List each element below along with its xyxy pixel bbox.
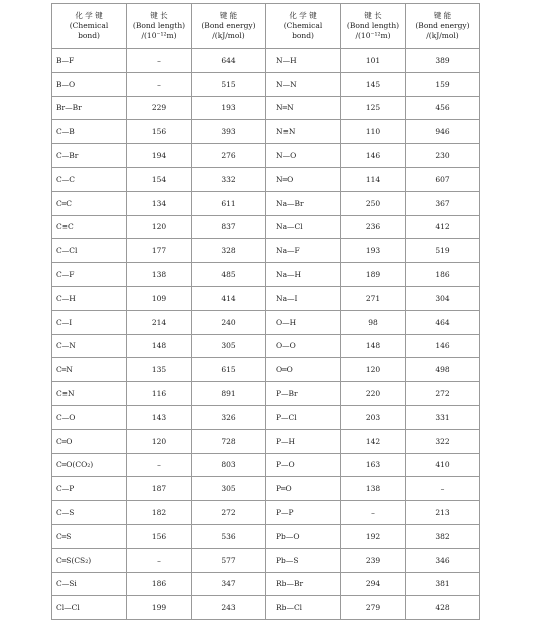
cell-bond-left: C—O — [52, 405, 127, 429]
table-row — [52, 167, 480, 191]
cell-bond-left: C═C — [52, 191, 127, 215]
header-energy-unit: /(kJ/mol) — [212, 31, 245, 40]
cell-bond-right: O═O — [266, 358, 341, 382]
table-row — [52, 596, 480, 620]
cell-bond-right: P—P — [266, 501, 341, 525]
cell-bond-left: C—S — [52, 501, 127, 525]
cell-energy-right: 946 — [406, 120, 480, 144]
table-row — [52, 239, 480, 263]
cell-bond-left: Cl—Cl — [52, 596, 127, 620]
cell-energy-right: 456 — [406, 96, 480, 120]
cell-energy-left: 536 — [192, 524, 266, 548]
cell-bond-left: C≡N — [52, 382, 127, 406]
cell-length-right: 101 — [341, 49, 406, 73]
cell-energy-right: 367 — [406, 191, 480, 215]
cell-energy-right: 146 — [406, 334, 480, 358]
cell-energy-right: 346 — [406, 548, 480, 572]
cell-length-right: 203 — [341, 405, 406, 429]
header-bond-right — [266, 4, 341, 49]
cell-length-left: 135 — [127, 358, 192, 382]
cell-energy-right: 304 — [406, 286, 480, 310]
cell-bond-right: Na—Cl — [266, 215, 341, 239]
header-bond-en1: (Chemical — [69, 21, 109, 30]
cell-length-right: 120 — [341, 358, 406, 382]
table-row — [52, 49, 480, 73]
cell-energy-left: 644 — [192, 49, 266, 73]
table-row — [52, 548, 480, 572]
cell-energy-left: 615 — [192, 358, 266, 382]
cell-bond-left: B—F — [52, 49, 127, 73]
cell-bond-right: Na—I — [266, 286, 341, 310]
header-length-cn: 键 长 — [364, 11, 382, 20]
cell-length-left: 187 — [127, 477, 192, 501]
cell-bond-right: N—N — [266, 72, 341, 96]
cell-bond-right: O—O — [266, 334, 341, 358]
cell-energy-right: 519 — [406, 239, 480, 263]
cell-energy-left: 240 — [192, 310, 266, 334]
cell-energy-left: 837 — [192, 215, 266, 239]
header-length-unit: /(10⁻¹²m) — [355, 31, 391, 40]
table-row — [52, 310, 480, 334]
header-energy-en: (Bond energy) — [201, 21, 256, 30]
cell-bond-left: C—B — [52, 120, 127, 144]
cell-energy-left: 328 — [192, 239, 266, 263]
cell-energy-right: 382 — [406, 524, 480, 548]
cell-length-right: 294 — [341, 572, 406, 596]
cell-bond-right: Na—Br — [266, 191, 341, 215]
cell-bond-right: N—H — [266, 49, 341, 73]
cell-length-right: 145 — [341, 72, 406, 96]
table-row — [52, 191, 480, 215]
cell-energy-right: 607 — [406, 167, 480, 191]
cell-bond-left: C═S(CS₂) — [52, 548, 127, 572]
cell-bond-left: C—Br — [52, 144, 127, 168]
cell-bond-right: Na—H — [266, 263, 341, 287]
cell-length-left: 229 — [127, 96, 192, 120]
header-bond-en1: (Chemical — [283, 21, 323, 30]
cell-energy-right: 389 — [406, 49, 480, 73]
cell-energy-left: 347 — [192, 572, 266, 596]
cell-length-left: 143 — [127, 405, 192, 429]
cell-bond-right: Pb—O — [266, 524, 341, 548]
cell-bond-right: N═N — [266, 96, 341, 120]
table-row — [52, 96, 480, 120]
cell-bond-left: C—P — [52, 477, 127, 501]
header-energy-cn: 键 能 — [219, 11, 238, 20]
cell-energy-right: 428 — [406, 596, 480, 620]
cell-bond-left: C≡C — [52, 215, 127, 239]
header-length-right — [341, 4, 406, 49]
table-row — [52, 144, 480, 168]
table-row — [52, 263, 480, 287]
cell-energy-left: 193 — [192, 96, 266, 120]
cell-bond-left: C—Si — [52, 572, 127, 596]
cell-energy-left: 326 — [192, 405, 266, 429]
bond-data-table — [51, 3, 480, 620]
cell-bond-left: Br—Br — [52, 96, 127, 120]
cell-bond-left: C—H — [52, 286, 127, 310]
cell-energy-right: 498 — [406, 358, 480, 382]
cell-bond-left: C═O — [52, 429, 127, 453]
cell-length-right: 163 — [341, 453, 406, 477]
cell-bond-right: Rb—Cl — [266, 596, 341, 620]
table-row — [52, 453, 480, 477]
cell-bond-right: P—Br — [266, 382, 341, 406]
cell-energy-right: 410 — [406, 453, 480, 477]
cell-length-left: 148 — [127, 334, 192, 358]
table-row — [52, 358, 480, 382]
cell-length-left: 214 — [127, 310, 192, 334]
cell-bond-right: P═O — [266, 477, 341, 501]
cell-length-left: 177 — [127, 239, 192, 263]
cell-length-right: 239 — [341, 548, 406, 572]
cell-energy-left: 243 — [192, 596, 266, 620]
table-row — [52, 429, 480, 453]
cell-length-left: – — [127, 548, 192, 572]
cell-energy-right: 186 — [406, 263, 480, 287]
cell-bond-left: B—O — [52, 72, 127, 96]
header-bond-en2: bond) — [292, 31, 314, 40]
cell-length-right: 125 — [341, 96, 406, 120]
cell-energy-left: 577 — [192, 548, 266, 572]
cell-energy-left: 515 — [192, 72, 266, 96]
table-body — [52, 49, 480, 620]
cell-energy-left: 611 — [192, 191, 266, 215]
cell-length-right: – — [341, 501, 406, 525]
cell-bond-right: N═O — [266, 167, 341, 191]
cell-length-left: 154 — [127, 167, 192, 191]
header-energy-right — [406, 4, 480, 49]
cell-energy-left: 272 — [192, 501, 266, 525]
cell-length-right: 236 — [341, 215, 406, 239]
cell-energy-left: 414 — [192, 286, 266, 310]
table-row — [52, 524, 480, 548]
cell-energy-right: 213 — [406, 501, 480, 525]
header-bond-en2: bond) — [78, 31, 100, 40]
cell-length-left: 109 — [127, 286, 192, 310]
cell-energy-right: 331 — [406, 405, 480, 429]
header-length-left — [127, 4, 192, 49]
cell-length-right: 142 — [341, 429, 406, 453]
cell-bond-right: P—H — [266, 429, 341, 453]
cell-bond-right: O—H — [266, 310, 341, 334]
table-row — [52, 286, 480, 310]
cell-energy-right: 159 — [406, 72, 480, 96]
cell-length-right: 250 — [341, 191, 406, 215]
header-length-en: (Bond length) — [346, 21, 400, 30]
cell-length-left: 186 — [127, 572, 192, 596]
table-row — [52, 120, 480, 144]
cell-bond-left: C═N — [52, 358, 127, 382]
cell-bond-right: Rb—Br — [266, 572, 341, 596]
cell-length-left: 138 — [127, 263, 192, 287]
cell-length-left: 199 — [127, 596, 192, 620]
cell-length-right: 271 — [341, 286, 406, 310]
cell-energy-left: 485 — [192, 263, 266, 287]
cell-length-left: 116 — [127, 382, 192, 406]
cell-length-left: – — [127, 453, 192, 477]
cell-energy-left: 305 — [192, 477, 266, 501]
table-row — [52, 405, 480, 429]
bond-data-table-container — [51, 3, 479, 620]
cell-energy-right: 322 — [406, 429, 480, 453]
cell-length-left: 182 — [127, 501, 192, 525]
cell-bond-right: Pb—S — [266, 548, 341, 572]
cell-energy-right: 381 — [406, 572, 480, 596]
cell-length-right: 193 — [341, 239, 406, 263]
table-row — [52, 72, 480, 96]
cell-length-left: 194 — [127, 144, 192, 168]
cell-energy-left: 728 — [192, 429, 266, 453]
cell-length-left: 156 — [127, 120, 192, 144]
cell-bond-right: N—O — [266, 144, 341, 168]
cell-energy-right: 412 — [406, 215, 480, 239]
cell-length-right: 110 — [341, 120, 406, 144]
cell-length-right: 146 — [341, 144, 406, 168]
cell-length-right: 279 — [341, 596, 406, 620]
header-energy-en: (Bond energy) — [415, 21, 470, 30]
cell-bond-left: C═S — [52, 524, 127, 548]
cell-bond-left: C—C — [52, 167, 127, 191]
header-length-en: (Bond length) — [132, 21, 186, 30]
cell-energy-right: 230 — [406, 144, 480, 168]
cell-energy-left: 332 — [192, 167, 266, 191]
cell-length-left: 156 — [127, 524, 192, 548]
cell-length-right: 98 — [341, 310, 406, 334]
table-row — [52, 382, 480, 406]
cell-length-left: 120 — [127, 215, 192, 239]
table-row — [52, 477, 480, 501]
cell-length-right: 114 — [341, 167, 406, 191]
cell-length-left: 134 — [127, 191, 192, 215]
header-bond-cn: 化 学 键 — [289, 11, 317, 20]
table-row — [52, 572, 480, 596]
header-length-cn: 键 长 — [150, 11, 168, 20]
cell-bond-right: Na—F — [266, 239, 341, 263]
cell-energy-right: – — [406, 477, 480, 501]
cell-bond-left: C—Cl — [52, 239, 127, 263]
cell-length-right: 138 — [341, 477, 406, 501]
cell-bond-left: C—F — [52, 263, 127, 287]
cell-length-right: 148 — [341, 334, 406, 358]
cell-energy-left: 803 — [192, 453, 266, 477]
table-row — [52, 334, 480, 358]
cell-energy-right: 464 — [406, 310, 480, 334]
cell-length-left: – — [127, 72, 192, 96]
cell-energy-left: 393 — [192, 120, 266, 144]
header-bond-cn: 化 学 键 — [75, 11, 103, 20]
header-row — [52, 4, 480, 49]
cell-bond-left: C—I — [52, 310, 127, 334]
header-energy-cn: 键 能 — [433, 11, 452, 20]
cell-bond-right: P—Cl — [266, 405, 341, 429]
table-header — [52, 4, 480, 49]
header-energy-left — [192, 4, 266, 49]
cell-energy-right: 272 — [406, 382, 480, 406]
header-length-unit: /(10⁻¹²m) — [141, 31, 177, 40]
header-bond-left — [52, 4, 127, 49]
cell-energy-left: 891 — [192, 382, 266, 406]
cell-bond-right: P—O — [266, 453, 341, 477]
cell-energy-left: 305 — [192, 334, 266, 358]
cell-bond-left: C═O(CO₂) — [52, 453, 127, 477]
cell-bond-left: C—N — [52, 334, 127, 358]
table-row — [52, 215, 480, 239]
cell-length-left: 120 — [127, 429, 192, 453]
cell-energy-left: 276 — [192, 144, 266, 168]
cell-length-right: 220 — [341, 382, 406, 406]
cell-length-left: – — [127, 49, 192, 73]
cell-length-right: 189 — [341, 263, 406, 287]
cell-length-right: 192 — [341, 524, 406, 548]
table-row — [52, 501, 480, 525]
cell-bond-right: N≡N — [266, 120, 341, 144]
header-energy-unit: /(kJ/mol) — [426, 31, 459, 40]
